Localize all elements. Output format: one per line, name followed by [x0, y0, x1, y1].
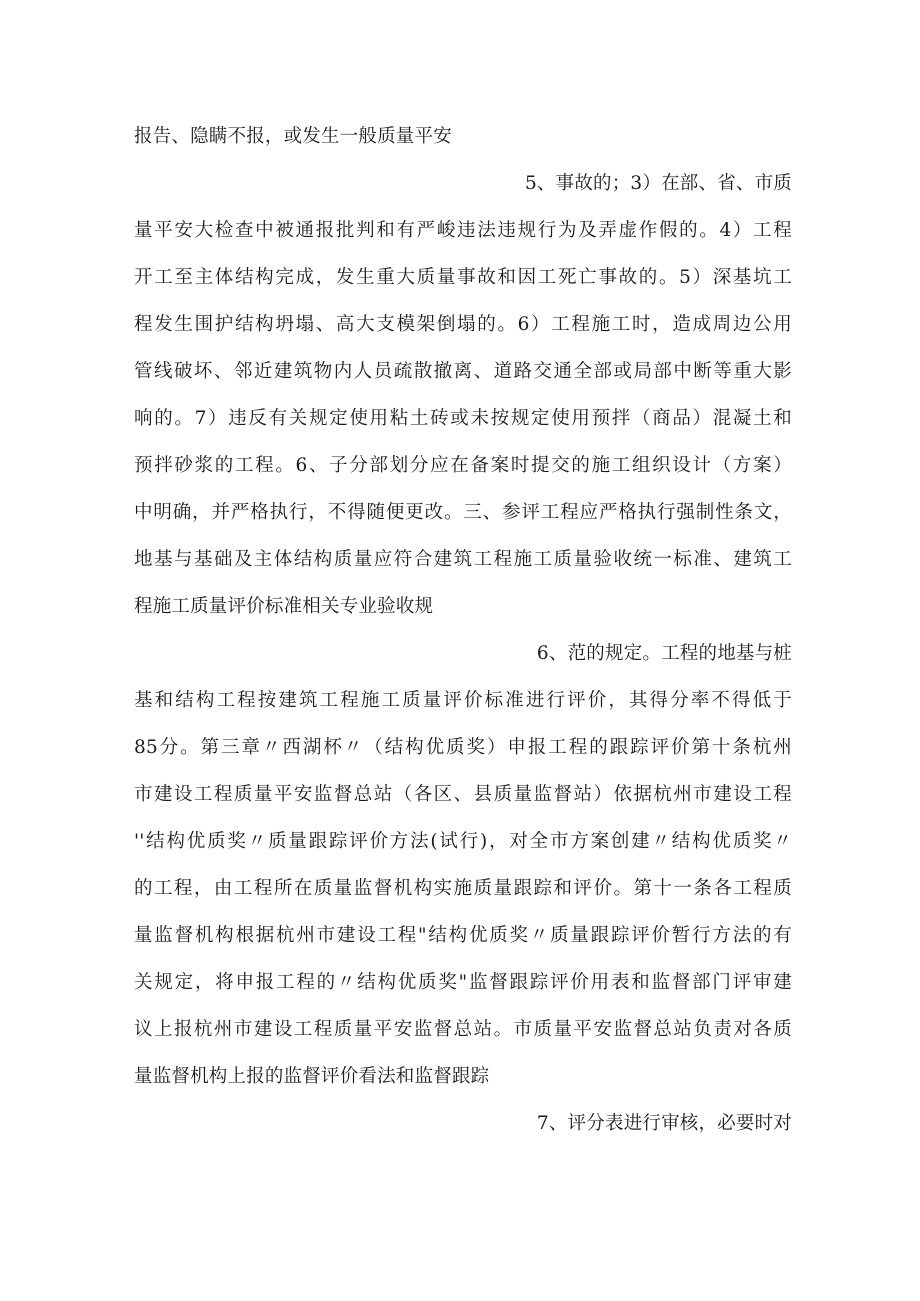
text-line-17: 的工程，由工程所在质量监督机构实施质量跟踪和评价。第十一条各工程质	[134, 878, 792, 899]
text-line-22: 7、评分表进行审核，必要时对	[536, 1113, 792, 1134]
text-line-4: 开工至主体结构完成，发生重大质量事故和因工死亡事故的。5）深基坑工	[134, 267, 792, 288]
text-line-7: 响的。7）违反有关规定使用粘土砖或未按规定使用预拌（商品）混凝土和	[134, 408, 792, 429]
text-line-12: 6、范的规定。工程的地基与桩	[536, 643, 792, 664]
text-line-11: 程施工质量评价标准相关专业验收规	[134, 596, 434, 617]
text-line-9: 中明确，并严格执行，不得随便更改。三、参评工程应严格执行强制性条文，	[134, 502, 792, 523]
text-line-1: 报告、隐瞒不报，或发生一般质量平安	[134, 126, 452, 147]
text-line-15: 市建设工程质量平安监督总站（各区、县质量监督站）依据杭州市建设工程	[134, 784, 792, 805]
text-line-3: 量平安大检查中被通报批判和有严峻违法违规行为及弄虚作假的。4）工程	[134, 220, 792, 241]
text-line-8: 预拌砂浆的工程。6、子分部划分应在备案时提交的施工组织设计（方案）	[134, 455, 792, 476]
text-line-6: 管线破坏、邻近建筑物内人员疏散撤离、道路交通全部或局部中断等重大影	[134, 361, 792, 382]
text-line-5: 程发生围护结构坍塌、高大支模架倒塌的。6）工程施工时，造成周边公用	[134, 314, 792, 335]
text-line-14: 85分。第三章〃西湖杯〃（结构优质奖）申报工程的跟踪评价第十条杭州	[134, 737, 792, 758]
text-line-16: ''结构优质奖〃质量跟踪评价方法(试行)，对全市方案创建〃结构优质奖〃	[134, 831, 792, 852]
text-line-18: 量监督机构根据杭州市建设工程"结构优质奖〃质量跟踪评价暂行方法的有	[134, 925, 792, 946]
text-line-19: 关规定，将申报工程的〃结构优质奖"监督跟踪评价用表和监督部门评审建	[134, 972, 792, 993]
text-line-20: 议上报杭州市建设工程质量平安监督总站。市质量平安监督总站负责对各质	[134, 1019, 792, 1040]
text-line-21: 量监督机构上报的监督评价看法和监督跟踪	[134, 1066, 490, 1087]
text-line-13: 基和结构工程按建筑工程施工质量评价标准进行评价，其得分率不得低于	[134, 690, 792, 711]
text-line-10: 地基与基础及主体结构质量应符合建筑工程施工质量验收统一标准、建筑工	[134, 549, 792, 570]
text-line-2: 5、事故的；3）在部、省、市质	[524, 173, 792, 194]
